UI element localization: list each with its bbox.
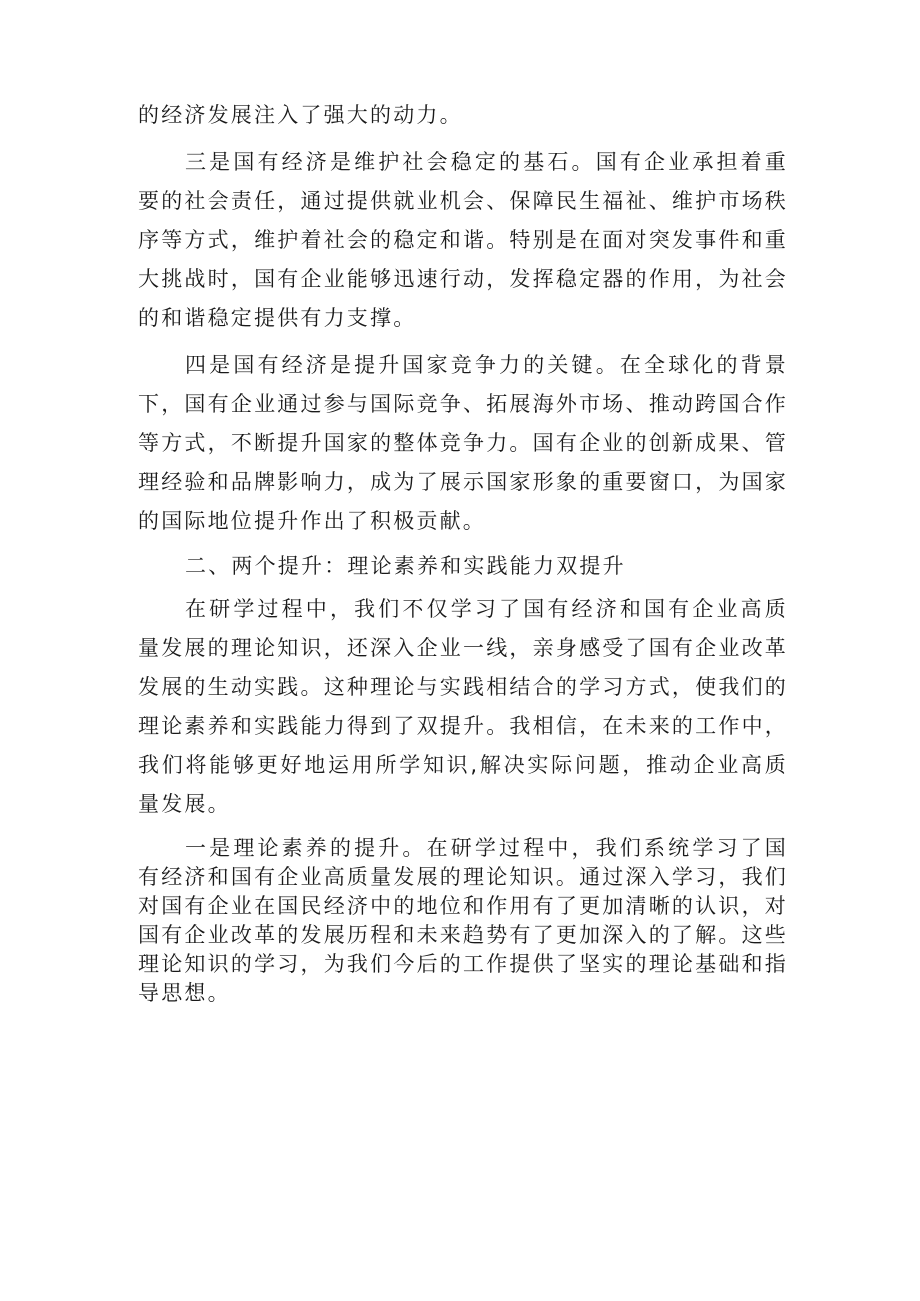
paragraph-continuation: 的经济发展注入了强大的动力。 — [138, 103, 463, 127]
paragraph-point-four: 四是国有经济是提升国家竞争力的关键。在全球化的背景下，国有企业通过参与国际竞争、拓展海外市场、推动跨国合作等方式，不断提升国家的整体竞争力。国有企业的创新成果、管理经验和品牌影响力，成为了展示国家形象的重要窗口，为国家的国际地位提升作出了积极贡献。 — [138, 353, 788, 533]
paragraph-theory-improvement: 一是理论素养的提升。在研学过程中，我们系统学习了国有经济和国有企业高质量发展的理论知识。通过深入学习，我们对国有企业在国民经济中的地位和作用有了更加清晰的认识，对国有企业改革的发展历程和未来趋势有了更加深入的了解。这些理论知识的学习，为我们今后的工作提供了坚实的理论基础和指导思想。 — [138, 836, 788, 1005]
paragraph-section-intro: 在研学过程中，我们不仅学习了国有经济和国有企业高质量发展的理论知识，还深入企业一线，亲身感受了国有企业改革发展的生动实践。这种理论与实践相结合的学习方式，使我们的理论素养和实践能力得到了双提升。我相信，在未来的工作中，我们将能够更好地运用所学知识,解决实际问题，推动企业高质量发展。 — [138, 597, 788, 816]
section-heading: 二、两个提升：理论素养和实践能力双提升 — [185, 554, 626, 578]
document-page — [138, 96, 788, 1008]
paragraph-point-three: 三是国有经济是维护社会稳定的基石。国有企业承担着重要的社会责任，通过提供就业机会、保障民生福祉、维护市场秩序等方式，维护着社会的稳定和谐。特别是在面对突发事件和重大挑战时，国有企业能够迅速行动，发挥稳定器的作用，为社会的和谐稳定提供有力支撑。 — [138, 150, 788, 330]
